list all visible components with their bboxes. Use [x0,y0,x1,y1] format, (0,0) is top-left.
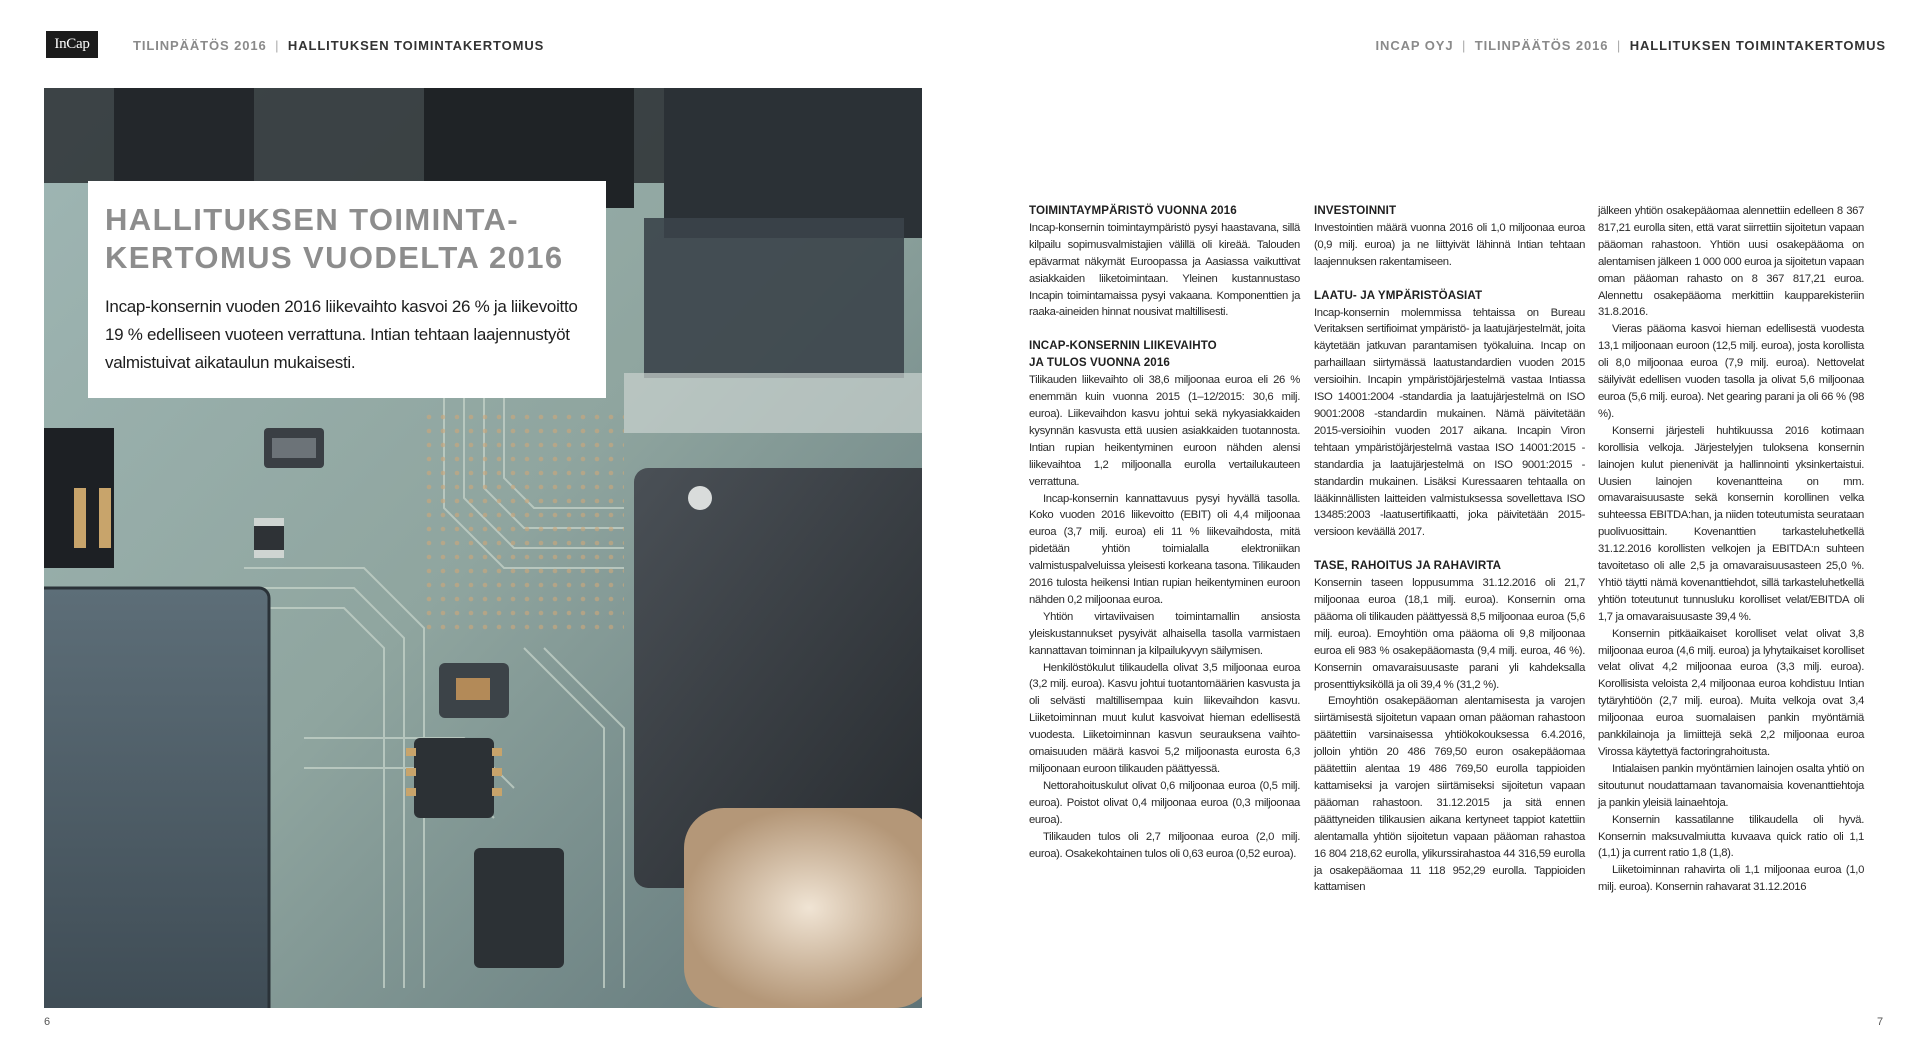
heading-liikevaihto [1029,338,1300,372]
paragraph: Konsernin kassatilanne tilikaudella oli hyvä. Konsernin maksuvalmiutta kuvaava quick ratio oli 1,1 (1,1) ja current ratio 1,8 (1,8). [1598,813,1864,860]
page-number-left: 6 [44,1016,51,1028]
page-title [105,201,588,277]
paragraph: Investointien määrä vuonna 2016 oli 1,0 miljoonaa euroa (0,9 milj. euroa) ja ne liittyivät lähinnä Intian tehtaan laajennuksen rakentamiseen. [1314,221,1585,268]
paragraph: Intialaisen pankin myöntämien lainojen osalta yhtiö on sitoutunut noudattamaan tavanomaisia kovenanttiehtoja ja pankin yleisiä lainaehtoja. [1598,762,1864,809]
header-right-company: INCAP OYJ [1375,38,1454,53]
paragraph: Tilikauden liikevaihto oli 38,6 miljoonaa euroa eli 26 % enemmän kuin vuonna 2015 (1–12/2015: 30,6 milj. euroa). Liikevaihdon kasvu johtui sekä nykyasiakkaiden kysynnän kasvusta että uusien asiakkaiden tuotannosta. Intian rupian heikentyminen euroon nähden alensi liikevaihtoa 1,2 miljoonalla eurolla vertailukauteen verrattuna. [1029,374,1300,488]
title-box [88,181,606,398]
header-right-separator-1: | [1461,38,1467,53]
paragraph: Konserni järjesteli huhtikuussa 2016 kotimaan korollisia velkoja. Järjestelyjen tuloksena konsernin lainojen kulut pienenivät ja hallinnointi yksinkertaistui. Uusien lainojen kovenantteina on mm. omavaraisuusaste sekä konsernin korollinen velka suhteessa EBITDA:han, ja niiden toteutumista seurataan puolivuosittain. Kovenanttien tarkasteluhetkellä 31.12.2016 korollisten velkojen ja EBITDA:n suhteen tavoitetaso oli alle 2,5 ja omavaraisuusasteen 25,0 %. Yhtiö täytti nämä kovenanttiehdot, sillä tarkasteluhetkellä yhtiön toteutunut tunnusluku korolliset velat/EBITDA oli 1,7 ja omavaraisuusaste 39,4 %. [1598,424,1864,623]
heading-investoinnit: INVESTOINNIT [1314,204,1397,217]
paragraph: Yhtiön virtaviivaisen toimintamallin ansiosta yleiskustannukset pysyivät alhaisella tasolla varmistaen kannattavan toiminnan ja kilpailukyvyn säilymisen. [1029,610,1300,657]
page-title-line-1: HALLITUKSEN TOIMINTA- [105,202,519,237]
header-left [133,38,544,53]
text-column-3 [1598,203,1864,896]
paragraph: Nettorahoituskulut olivat 0,6 miljoonaa euroa (0,5 milj. euroa). Poistot olivat 0,4 miljoonaa euroa (0,3 miljoonaa euroa). [1029,779,1300,826]
header-left-separator: | [275,38,280,53]
paragraph: Liiketoiminnan rahavirta oli 1,1 miljoonaa euroa (1,0 milj. euroa). Konsernin rahavarat 31.12.2016 [1598,864,1864,894]
heading-tase: TASE, RAHOITUS JA RAHAVIRTA [1314,559,1502,573]
heading-toimintaymparisto: TOIMINTAYMPÄRISTÖ VUONNA 2016 [1029,204,1237,217]
header-right-label: TILINPÄÄTÖS 2016 [1474,38,1609,53]
header-left-label: TILINPÄÄTÖS 2016 [133,38,267,53]
header-right [1376,38,1886,53]
heading-laatu: LAATU- JA YMPÄRISTÖASIAT [1314,288,1483,302]
paragraph: jälkeen yhtiön osakepääomaa alennettiin edelleen 8 367 817,21 eurolla siten, että varat siirrettiin sijoitetun vapaan pääoman rahastoon. Yhtiön uusi osakepääoma on alentamisen jälkeen 1 000 000 euroa ja sijoitetun vapaan oman pääoman rahasto on 8 367 817,21 euroa. Alennettu osakepääoma merkittiin kaupparekisteriin 31.8.2016. [1598,205,1864,319]
text-column-1 [1029,203,1300,862]
heading-liikevaihto-line-2: JA TULOS VUONNA 2016 [1029,356,1170,370]
paragraph: Incap-konsernin toimintaympäristö pysyi haastavana, sillä kilpailu sopimusvalmistajien välillä oli kireää. Talouden epävarmat näkymät Euroopassa ja Aasiassa vaikuttivat asiakkaiden liiketoimintaan. Yleinen kustannustaso Incapin toimintamaissa pysyi vakaana. Komponenttien ja raaka-aineiden hinnat nousivat maltillisesti. [1029,221,1300,319]
heading-liikevaihto-line-1: INCAP-KONSERNIN LIIKEVAIHTO [1029,339,1217,353]
paragraph: Incap-konsernin kannattavuus pysyi hyvällä tasolla. Koko vuoden 2016 liikevoitto (EBIT) oli 4,4 miljoonaa euroa (3,7 milj. euroa) eli 11 % liikevaihdosta, mitä pidetään yhtiön toimialalla elektroniikan valmistuspalveluissa yleisesti korkeana tasona. Tilikauden 2016 tulosta heikensi Intian rupian heikentyminen euroon nähden 0,2 miljoonaa euroa. [1029,492,1300,606]
header-left-title: HALLITUKSEN TOIMINTAKERTOMUS [287,38,545,53]
page-number-right: 7 [1877,1016,1884,1028]
page-title-line-2: KERTOMUS VUODELTA 2016 [105,240,564,275]
text-column-2 [1314,203,1585,896]
header-right-title: HALLITUKSEN TOIMINTAKERTOMUS [1629,38,1886,53]
paragraph: Konsernin taseen loppusumma 31.12.2016 oli 21,7 miljoonaa euroa (18,1 milj. euroa). Konsernin oma pääoma oli tilikauden päättyessä 8,5 miljoonaa euroa (5,6 milj. euroa). Emoyhtiön oma pääoma oli 9,8 miljoonaa euroa eli 983 % osakepääomasta (9,4 milj. euroa, 46 %). Konsernin omavaraisuusaste parani yli kahdeksalla prosenttiyksiköllä ja oli 39,4 % (31,2 %). [1314,577,1585,691]
paragraph: Incap-konsernin molemmissa tehtaissa on Bureau Veritaksen sertifioimat ympäristö- ja laatujärjestelmät, joita käytetään jatkuvan parantamisen työkaluina. Incap on parhaillaan siirtymässä laatustandardien vuoden 2015 versioihin. Incapin ympäristöjärjestelmä vastaa Intiassa ISO 14001:2004 -standardia ja laatujärjestelmä on ISO 9001:2008 -standardin mukainen. Nämä päivitetään 2015-versioihin vuoden 2017 aikana. Incapin Viron tehtaan ympäristöjärjestelmä vastaa ISO 14001:2015 -standardia ja laatujärjestelmä on ISO 9001:2015 -standardin mukainen. Lisäksi Kuressaaren tehtaalla on lääkinnällisten laitteiden valmistuksessa sovellettava ISO 13485:2003 -laatusertifikaatti, joka päivitetään 2015-versioon keväällä 2017. [1314,306,1585,539]
lead-paragraph: Incap-konsernin vuoden 2016 liikevaihto kasvoi 26 % ja liikevoitto 19 % edelliseen vuoteen verrattuna. Intian tehtaan laajennustyöt valmistuivat aikataulun mukaisesti. [105,297,578,372]
paragraph: Vieras pääoma kasvoi hieman edellisestä vuodesta 13,1 miljoonaan euroon (12,5 milj. euroa), josta korollista oli 8,0 miljoonaa euroa (7,9 milj. euroa). Nettovelat säilyivät edellisen vuoden tasolla ja olivat 5,6 miljoonaa euroa (5,6 milj. euroa). Net gearing parani ja oli 66 % (98 %). [1598,323,1864,420]
paragraph: Henkilöstökulut tilikaudella olivat 3,5 miljoonaa euroa (3,2 milj. euroa). Kasvu johtui tuotantomäärien kasvusta ja oli selvästi maltillisempaa kuin liikevaihdon kasvu. Liiketoiminnan muut kulut kasvoivat hieman edellisestä vuodesta. Liiketoiminnan kasvun seurauksena vaihto-omaisuuden määrä kasvoi 5,2 miljoonasta eurosta 6,3 miljoonaan euroon tilikauden päättyessä. [1029,661,1300,775]
paragraph: Emoyhtiön osakepääoman alentamisesta ja varojen siirtämisestä sijoitetun vapaan oman pääoman rahastoon päätettiin varsinaisessa yhtiökokouksessa 6.4.2016, jolloin yhtiön 20 486 769,50 euron osakepääomaa päätettiin alentaa 19 486 769,50 eurolla tappioiden kattamiseksi ja varojen siirtämiseksi sijoitetun vapaan pääoman rahastoon. 31.12.2015 ja sitä ennen päättyneiden tilikausien aikana kertyneet tappiot katettiin alentamalla yhtiön sijoitetun vapaan pääoman rahastoa 16 804 218,62 eurolla, ylikurssirahastoa 44 316,59 eurolla ja osakepääomaa 11 118 952,29 eurolla. Tappioiden kattamisen [1314,695,1585,894]
paragraph: Konsernin pitkäaikaiset korolliset velat olivat 3,8 miljoonaa euroa (4,6 milj. euroa) ja lyhytaikaiset korolliset velat olivat 4,2 miljoonaa euroa (3,3 milj. euroa). Korollisista veloista 2,4 miljoonaa euroa kohdistuu Intian tytäryhtiöön (2,7 milj. euroa). Muita velkoja ovat 3,4 miljoonaa euroa suomalaisen pankin myöntämiä pankkilainoja ja limiittejä sekä 2,2 miljoonaa euroa Virossa käytettyä factoringrahoitusta. [1598,627,1864,758]
header-right-separator-2: | [1616,38,1622,53]
paragraph: Tilikauden tulos oli 2,7 miljoonaa euroa (2,0 milj. euroa). Osakekohtainen tulos oli 0,63 euroa (0,52 euroa). [1029,830,1300,860]
incap-logo: InCap [46,31,98,58]
